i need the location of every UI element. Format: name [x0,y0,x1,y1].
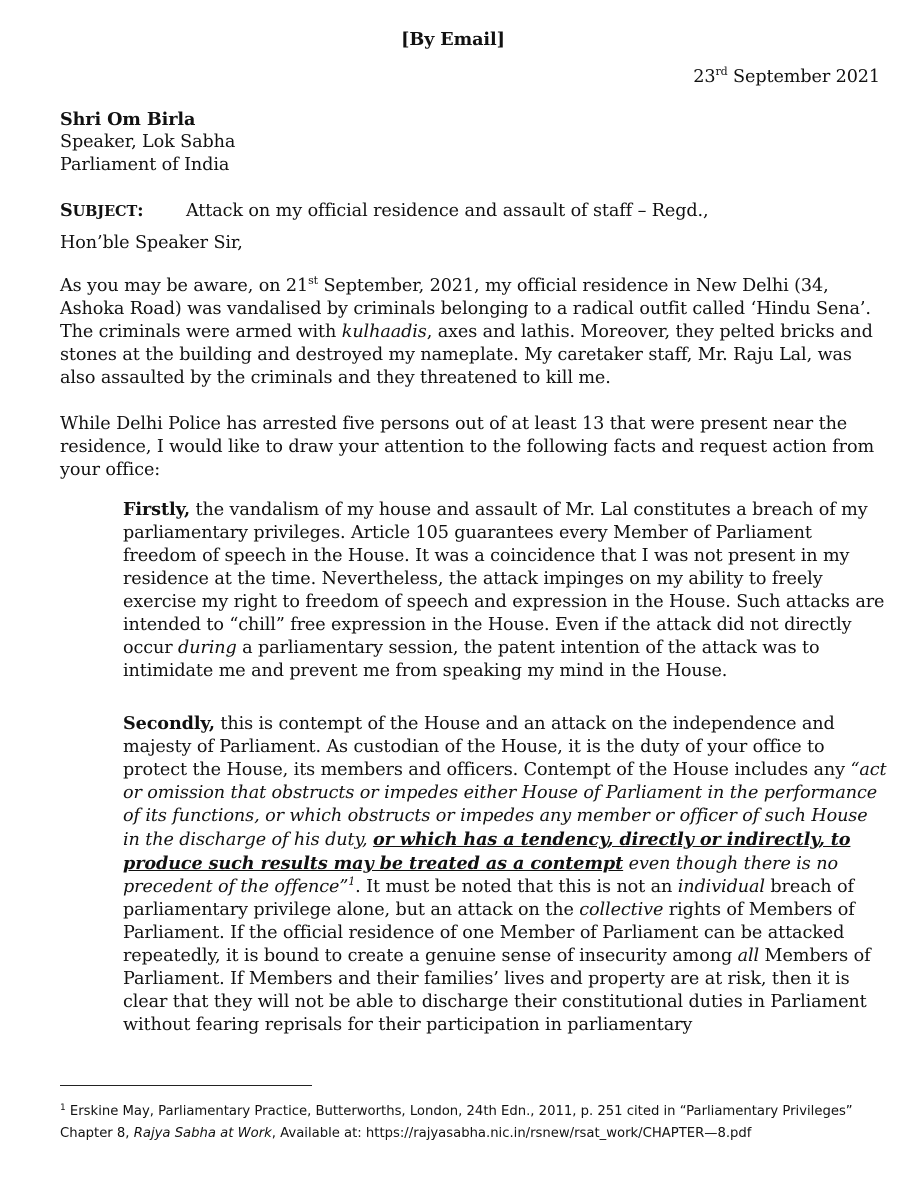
secondly-text-1: this is contempt of the House and an attack on the independence and majesty of Parliament. As custodian of the House, it is the duty of your office to protect the House, its members and officers. Contempt of the House includes any [123,714,851,780]
firstly-italic: during [178,638,237,658]
secondly-text-4: rights of Members of Parliament. If the official residence of one Member of Parliament can be attacked repeatedly, it is bound to create a genuine sense of insecurity among [123,900,855,966]
secondly-text-2: . It must be noted that this is not an [355,877,678,897]
delivery-method-label: [By Email] [401,29,505,50]
paragraph-firstly [123,498,887,683]
firstly-text-2: a parliamentary session, the patent intention of the attack was to intimidate me and prevent me from speaking my mind in the House. [123,638,820,681]
subject-label-initial: S [60,200,73,221]
para1-italic: kulhaadis [341,322,427,342]
addressee-name: Shri Om Birla [60,109,196,130]
addressee-title: Speaker, Lok Sabha [60,132,236,152]
date-rest: September 2021 [727,67,880,87]
footnote-text-2: , Available at: https://rajyasabha.nic.in/rsnew/rsat_work/CHAPTER—8.pdf [271,1126,752,1141]
secondly-italic-3: all [737,946,760,966]
footnote-italic: Rajya Sabha at Work [133,1126,272,1141]
paragraph-request: While Delhi Police has arrested five persons out of at least 13 that were present near the residence, I would like to draw your attention to the following facts and request action from your office: [60,414,875,480]
subject-text: Attack on my official residence and assault of staff – Regd., [186,201,709,221]
firstly-lead: Firstly, [123,499,191,520]
secondly-quote-1: “act or omission that obstructs or impedes either House of Parliament in the performance of its functions, or which obstructs or impedes any member or officer of such House in the discharge of his duty, [123,760,887,850]
subject-label-rest: UBJECT [72,203,138,220]
secondly-italic-1: individual [677,877,765,897]
secondly-quote-emphasis: or which has a tendency, directly or indirectly, to produce such results may be treated as a contempt [123,829,851,874]
paragraph-incident [60,275,886,390]
addressee-org: Parliament of India [60,155,230,175]
secondly-text-5: Members of Parliament. If Members and their families’ lives and property are at risk, then it is clear that they will not be able to discharge their constitutional duties in Parliament without fearing reprisals for their participation in parliamentary [123,946,871,1035]
footnote-reference[interactable]: 1 [348,875,356,888]
footnote [60,1101,860,1145]
date-suffix: rd [715,65,728,78]
para1-text-3: , axes and lathis. Moreover, they pelted bricks and stones at the building and destroyed my nameplate. My caretaker staff, Mr. Raju Lal, was also assaulted by the criminals and they threatened to kill me. [60,322,873,388]
para1-sup: st [308,274,318,287]
salutation: Hon’ble Speaker Sir, [60,233,243,253]
subject-label [60,199,186,223]
letter-date [693,66,880,89]
secondly-lead: Secondly, [123,713,215,734]
subject-label-colon: : [137,200,144,221]
para1-text-2: September, 2021, my official residence in New Delhi (34, Ashoka Road) was vandalised by criminals belonging to a radical outfit called ‘Hindu Sena’. The criminals were armed with [60,276,871,342]
firstly-text-1: the vandalism of my house and assault of Mr. Lal constitutes a breach of my parliamentary privileges. Article 105 guarantees every Member of Parliament freedom of speech in the House. It was a coincidence that I was not present in my residence at the time. Nevertheless, the attack impinges on my ability to freely exercise my right to freedom of speech and expression in the House. Such attacks are intended to “chill” free expression in the House. Even if the attack did not directly occur [123,500,885,658]
footnote-separator [60,1085,312,1086]
secondly-text-3: breach of parliamentary privilege alone, but an attack on the [123,877,854,920]
secondly-italic-2: collective [579,900,664,920]
addressee-block [60,108,235,177]
date-day: 23 [693,67,716,87]
footnote-text-1: Erskine May, Parliamentary Practice, Butterworths, London, 24th Edn., 2011, p. 251 cited in “Parliamentary Privileges” Chapter 8, [60,1104,853,1141]
footnote-marker: 1 [60,1103,66,1113]
secondly-quote-2: even though there is no precedent of the offence” [123,854,838,897]
paragraph-secondly [123,712,887,1037]
para1-text-1: As you may be aware, on 21 [60,276,309,296]
subject-line [60,199,880,223]
